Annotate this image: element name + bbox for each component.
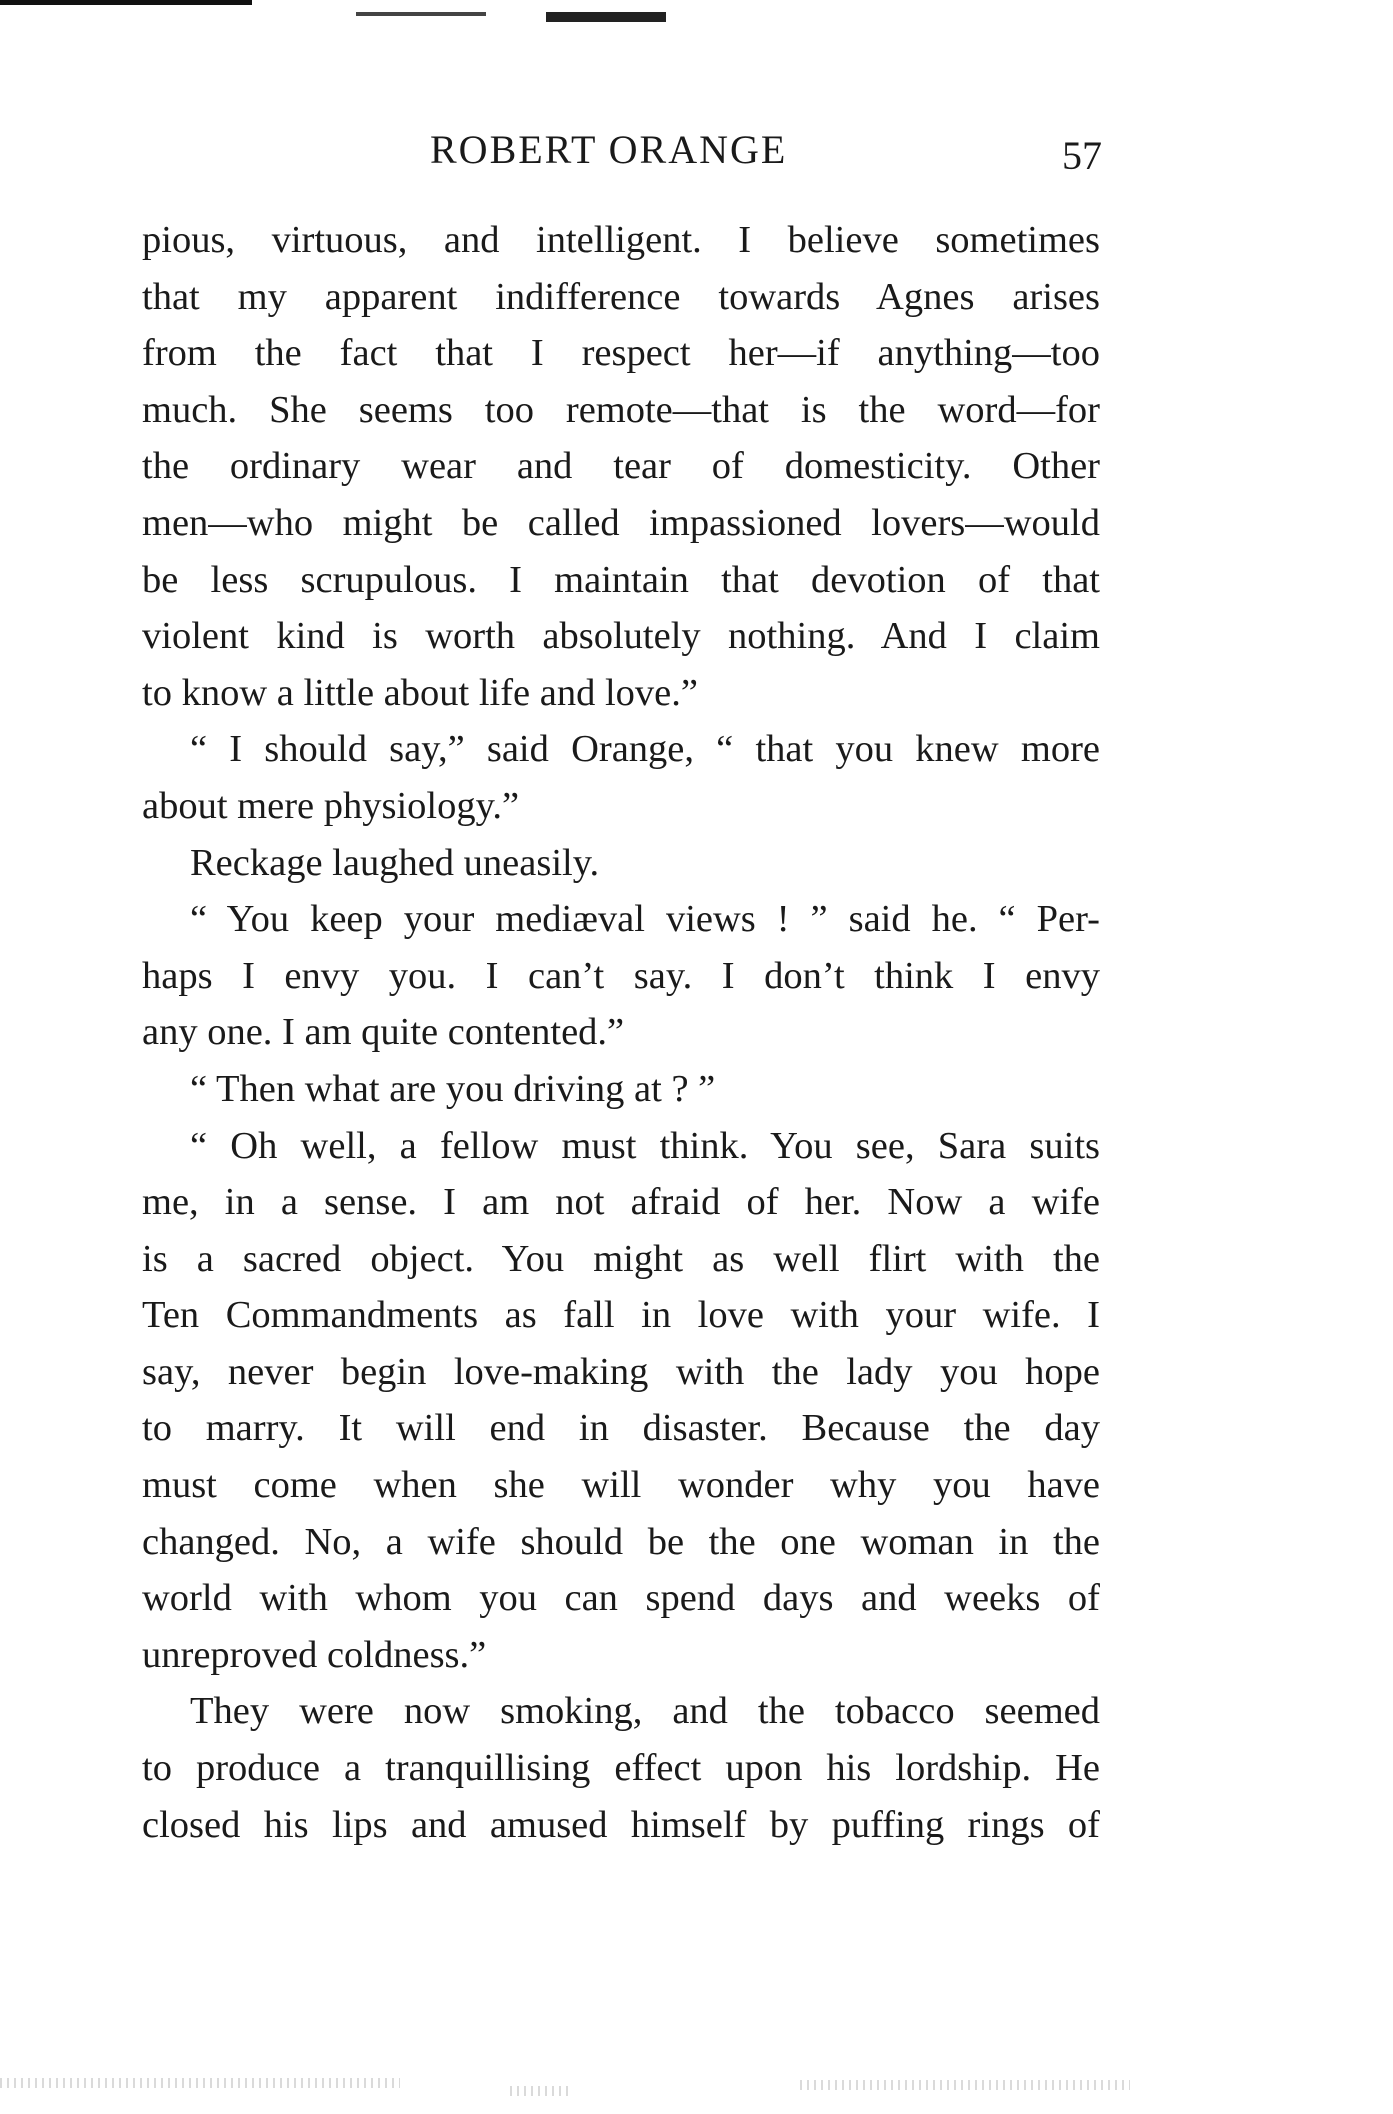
text-line: violent kind is worth absolutely nothing. And I claim xyxy=(142,615,1100,658)
text-line: to marry. It will end in disaster. Because the day xyxy=(142,1407,1100,1450)
page-header xyxy=(140,122,1102,182)
text-line: from the fact that I respect her—if anything—too xyxy=(142,332,1100,375)
text-line: changed. No, a wife should be the one woman in the xyxy=(142,1520,1100,1563)
scan-noise xyxy=(800,2080,1130,2090)
text-line: They were now smoking, and the tobacco seemed xyxy=(190,1690,1100,1733)
running-title: ROBERT ORANGE xyxy=(430,127,788,172)
text-line: be less scrupulous. I maintain that devotion of that xyxy=(142,558,1100,601)
text-line: the ordinary wear and tear of domesticity. Other xyxy=(142,445,1100,488)
scan-artifact-bar xyxy=(356,12,486,16)
text-line: much. She seems too remote—that is the word—for xyxy=(142,388,1100,431)
text-line: is a sacred object. You might as well flirt with the xyxy=(142,1237,1100,1280)
scan-noise xyxy=(510,2086,570,2096)
text-line: Ten Commandments as fall in love with your wife. I xyxy=(142,1294,1100,1337)
text-line: “ Then what are you driving at ? ” xyxy=(190,1067,716,1110)
body-text xyxy=(142,212,1100,1853)
text-line: me, in a sense. I am not afraid of her. Now a wife xyxy=(142,1181,1100,1224)
scan-artifact-bar xyxy=(546,12,666,22)
text-line: Reckage laughed uneasily. xyxy=(190,841,600,884)
text-line: pious, virtuous, and intelligent. I believe sometimes xyxy=(142,219,1100,261)
text-line: haps I envy you. I can’t say. I don’t think I envy xyxy=(142,954,1100,997)
scan-noise xyxy=(0,2078,400,2088)
text-line: men—who might be called impassioned lovers—would xyxy=(142,501,1100,544)
text-line: to produce a tranquillising effect upon his lordship. He xyxy=(142,1747,1100,1790)
page-number: 57 xyxy=(1062,133,1102,178)
scan-artifact-bar xyxy=(0,0,252,5)
text-line: about mere physiology.” xyxy=(142,784,520,827)
text-line: that my apparent indifference towards Agnes arises xyxy=(142,275,1100,318)
text-line: “ Oh well, a fellow must think. You see, Sara suits xyxy=(190,1124,1100,1167)
text-line: any one. I am quite contented.” xyxy=(142,1011,625,1054)
text-line: “ I should say,” said Orange, “ that you knew more xyxy=(190,728,1100,771)
text-line: unreproved coldness.” xyxy=(142,1633,487,1676)
text-line: must come when she will wonder why you have xyxy=(142,1464,1100,1507)
text-line: closed his lips and amused himself by puffing rings of xyxy=(142,1803,1100,1846)
text-line: world with whom you can spend days and weeks of xyxy=(142,1577,1100,1620)
text-line: “ You keep your mediæval views ! ” said he. “ Per- xyxy=(190,898,1100,941)
text-line: say, never begin love-making with the lady you hope xyxy=(142,1350,1100,1393)
text-line: to know a little about life and love.” xyxy=(142,671,698,714)
